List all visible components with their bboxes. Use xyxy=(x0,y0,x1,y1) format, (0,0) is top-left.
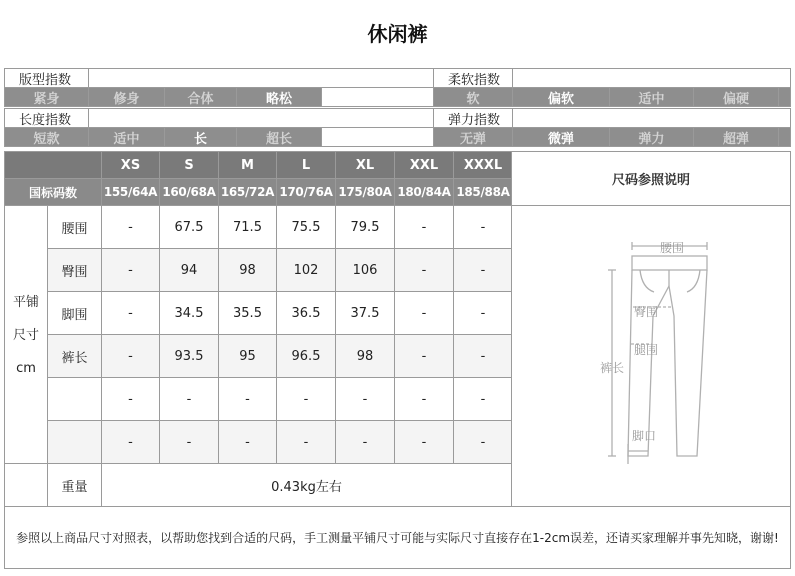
std-size: 160/68A xyxy=(159,178,219,206)
attr-blank xyxy=(321,87,434,107)
attr-label-fit: 版型指数 xyxy=(4,68,89,88)
table-cell: - xyxy=(335,377,395,421)
pants-diagram xyxy=(512,206,790,506)
attr-option-length: 超长 xyxy=(236,127,322,147)
size-guide-title: 尺码参照说明 xyxy=(511,151,791,206)
attr-blank xyxy=(88,108,434,128)
attr-option-elasticity: 无弹 xyxy=(433,127,513,147)
table-cell: 37.5 xyxy=(335,291,395,335)
table-cell: 34.5 xyxy=(159,291,219,335)
label-length: 裤长 xyxy=(600,361,625,375)
table-cell: - xyxy=(394,377,454,421)
table-cell: - xyxy=(453,377,513,421)
size-header: XL xyxy=(335,151,395,179)
std-size: 180/84A xyxy=(394,178,454,206)
size-guide-panel xyxy=(511,205,791,507)
attr-label-length: 长度指数 xyxy=(4,108,89,128)
table-cell: 95 xyxy=(218,334,277,378)
table-cell: 35.5 xyxy=(218,291,277,335)
table-cell: - xyxy=(101,205,160,249)
attr-blank xyxy=(88,68,434,88)
table-cell: - xyxy=(453,291,513,335)
row-label xyxy=(47,377,102,421)
std-size: 170/76A xyxy=(276,178,336,206)
row-label: 腰围 xyxy=(47,205,102,249)
table-cell: 71.5 xyxy=(218,205,277,249)
page-title: 休闲裤 xyxy=(367,22,428,46)
table-cell: 36.5 xyxy=(276,291,336,335)
table-cell: - xyxy=(453,205,513,249)
table-cell: 98 xyxy=(218,248,277,292)
table-cell: - xyxy=(394,205,454,249)
std-size: 185/88A xyxy=(453,178,513,206)
attr-option-length: 适中 xyxy=(88,127,165,147)
attr-option-fit: 合体 xyxy=(164,87,237,107)
size-header: XXL xyxy=(394,151,454,179)
row-label: 臀围 xyxy=(47,248,102,292)
table-cell: - xyxy=(159,377,219,421)
table-cell: - xyxy=(394,248,454,292)
std-size: 155/64A xyxy=(101,178,160,206)
side-label-line: cm xyxy=(16,360,36,376)
header-corner xyxy=(4,151,102,179)
table-cell: - xyxy=(394,291,454,335)
attr-option-softness: 软 xyxy=(433,87,513,107)
attr-option-elasticity: 超弹 xyxy=(693,127,779,147)
attr-option-softness: 偏硬 xyxy=(693,87,779,107)
label-thigh: 腿围 xyxy=(634,343,659,357)
attr-option-softness: 偏软 xyxy=(512,87,610,107)
size-header: XXXL xyxy=(453,151,513,179)
side-label xyxy=(4,205,48,465)
row-label: 脚围 xyxy=(47,291,102,335)
table-cell: 75.5 xyxy=(276,205,336,249)
weight-value: 0.43kg左右 xyxy=(101,463,512,507)
size-header: S xyxy=(159,151,219,179)
attr-label-elasticity: 弹力指数 xyxy=(433,108,513,128)
table-cell: - xyxy=(159,420,219,464)
table-cell: 79.5 xyxy=(335,205,395,249)
size-header: L xyxy=(276,151,336,179)
std-label: 国标码数 xyxy=(4,178,102,206)
attr-blank xyxy=(778,127,791,147)
attr-option-fit: 紧身 xyxy=(4,87,89,107)
table-cell: 102 xyxy=(276,248,336,292)
weight-blank xyxy=(4,463,48,507)
attr-option-elasticity: 微弹 xyxy=(512,127,610,147)
table-cell: 96.5 xyxy=(276,334,336,378)
table-cell: 98 xyxy=(335,334,395,378)
table-cell: - xyxy=(453,248,513,292)
table-cell: - xyxy=(335,420,395,464)
attr-option-length: 长 xyxy=(164,127,237,147)
side-label-line: 尺寸 xyxy=(12,327,39,343)
table-cell: 106 xyxy=(335,248,395,292)
size-header: M xyxy=(218,151,277,179)
attr-option-softness: 适中 xyxy=(609,87,694,107)
label-hip: 臀围 xyxy=(634,305,659,319)
footnote: 参照以上商品尺寸对照表，以帮助您找到合适的尺码，手工测量平铺尺寸可能与实际尺寸直接存在1-2cm误差，还请买家理解并事先知晓，谢谢! xyxy=(4,506,791,569)
attr-blank xyxy=(321,127,434,147)
std-size: 165/72A xyxy=(218,178,277,206)
table-cell: - xyxy=(394,334,454,378)
table-cell: - xyxy=(101,248,160,292)
attr-blank xyxy=(512,68,791,88)
std-size: 175/80A xyxy=(335,178,395,206)
table-cell: - xyxy=(101,420,160,464)
table-cell: 67.5 xyxy=(159,205,219,249)
attr-option-length: 短款 xyxy=(4,127,89,147)
table-cell: - xyxy=(453,334,513,378)
attr-blank xyxy=(512,108,791,128)
attr-option-fit: 略松 xyxy=(236,87,322,107)
table-cell: - xyxy=(101,291,160,335)
table-cell: - xyxy=(276,420,336,464)
table-cell: 94 xyxy=(159,248,219,292)
table-cell: - xyxy=(453,420,513,464)
table-cell: - xyxy=(218,420,277,464)
row-label: 裤长 xyxy=(47,334,102,378)
attr-option-elasticity: 弹力 xyxy=(609,127,694,147)
size-header: XS xyxy=(101,151,160,179)
weight-label: 重量 xyxy=(47,463,102,507)
table-cell: 93.5 xyxy=(159,334,219,378)
table-cell: - xyxy=(218,377,277,421)
table-cell: - xyxy=(101,377,160,421)
table-cell: - xyxy=(394,420,454,464)
label-hem: 脚口 xyxy=(632,429,657,443)
attr-option-fit: 修身 xyxy=(88,87,165,107)
table-cell: - xyxy=(101,334,160,378)
attr-blank xyxy=(778,87,791,107)
side-label-line: 平铺 xyxy=(12,294,39,310)
row-label xyxy=(47,420,102,464)
attr-label-softness: 柔软指数 xyxy=(433,68,513,88)
table-cell: - xyxy=(276,377,336,421)
label-waist: 腰围 xyxy=(660,241,685,255)
